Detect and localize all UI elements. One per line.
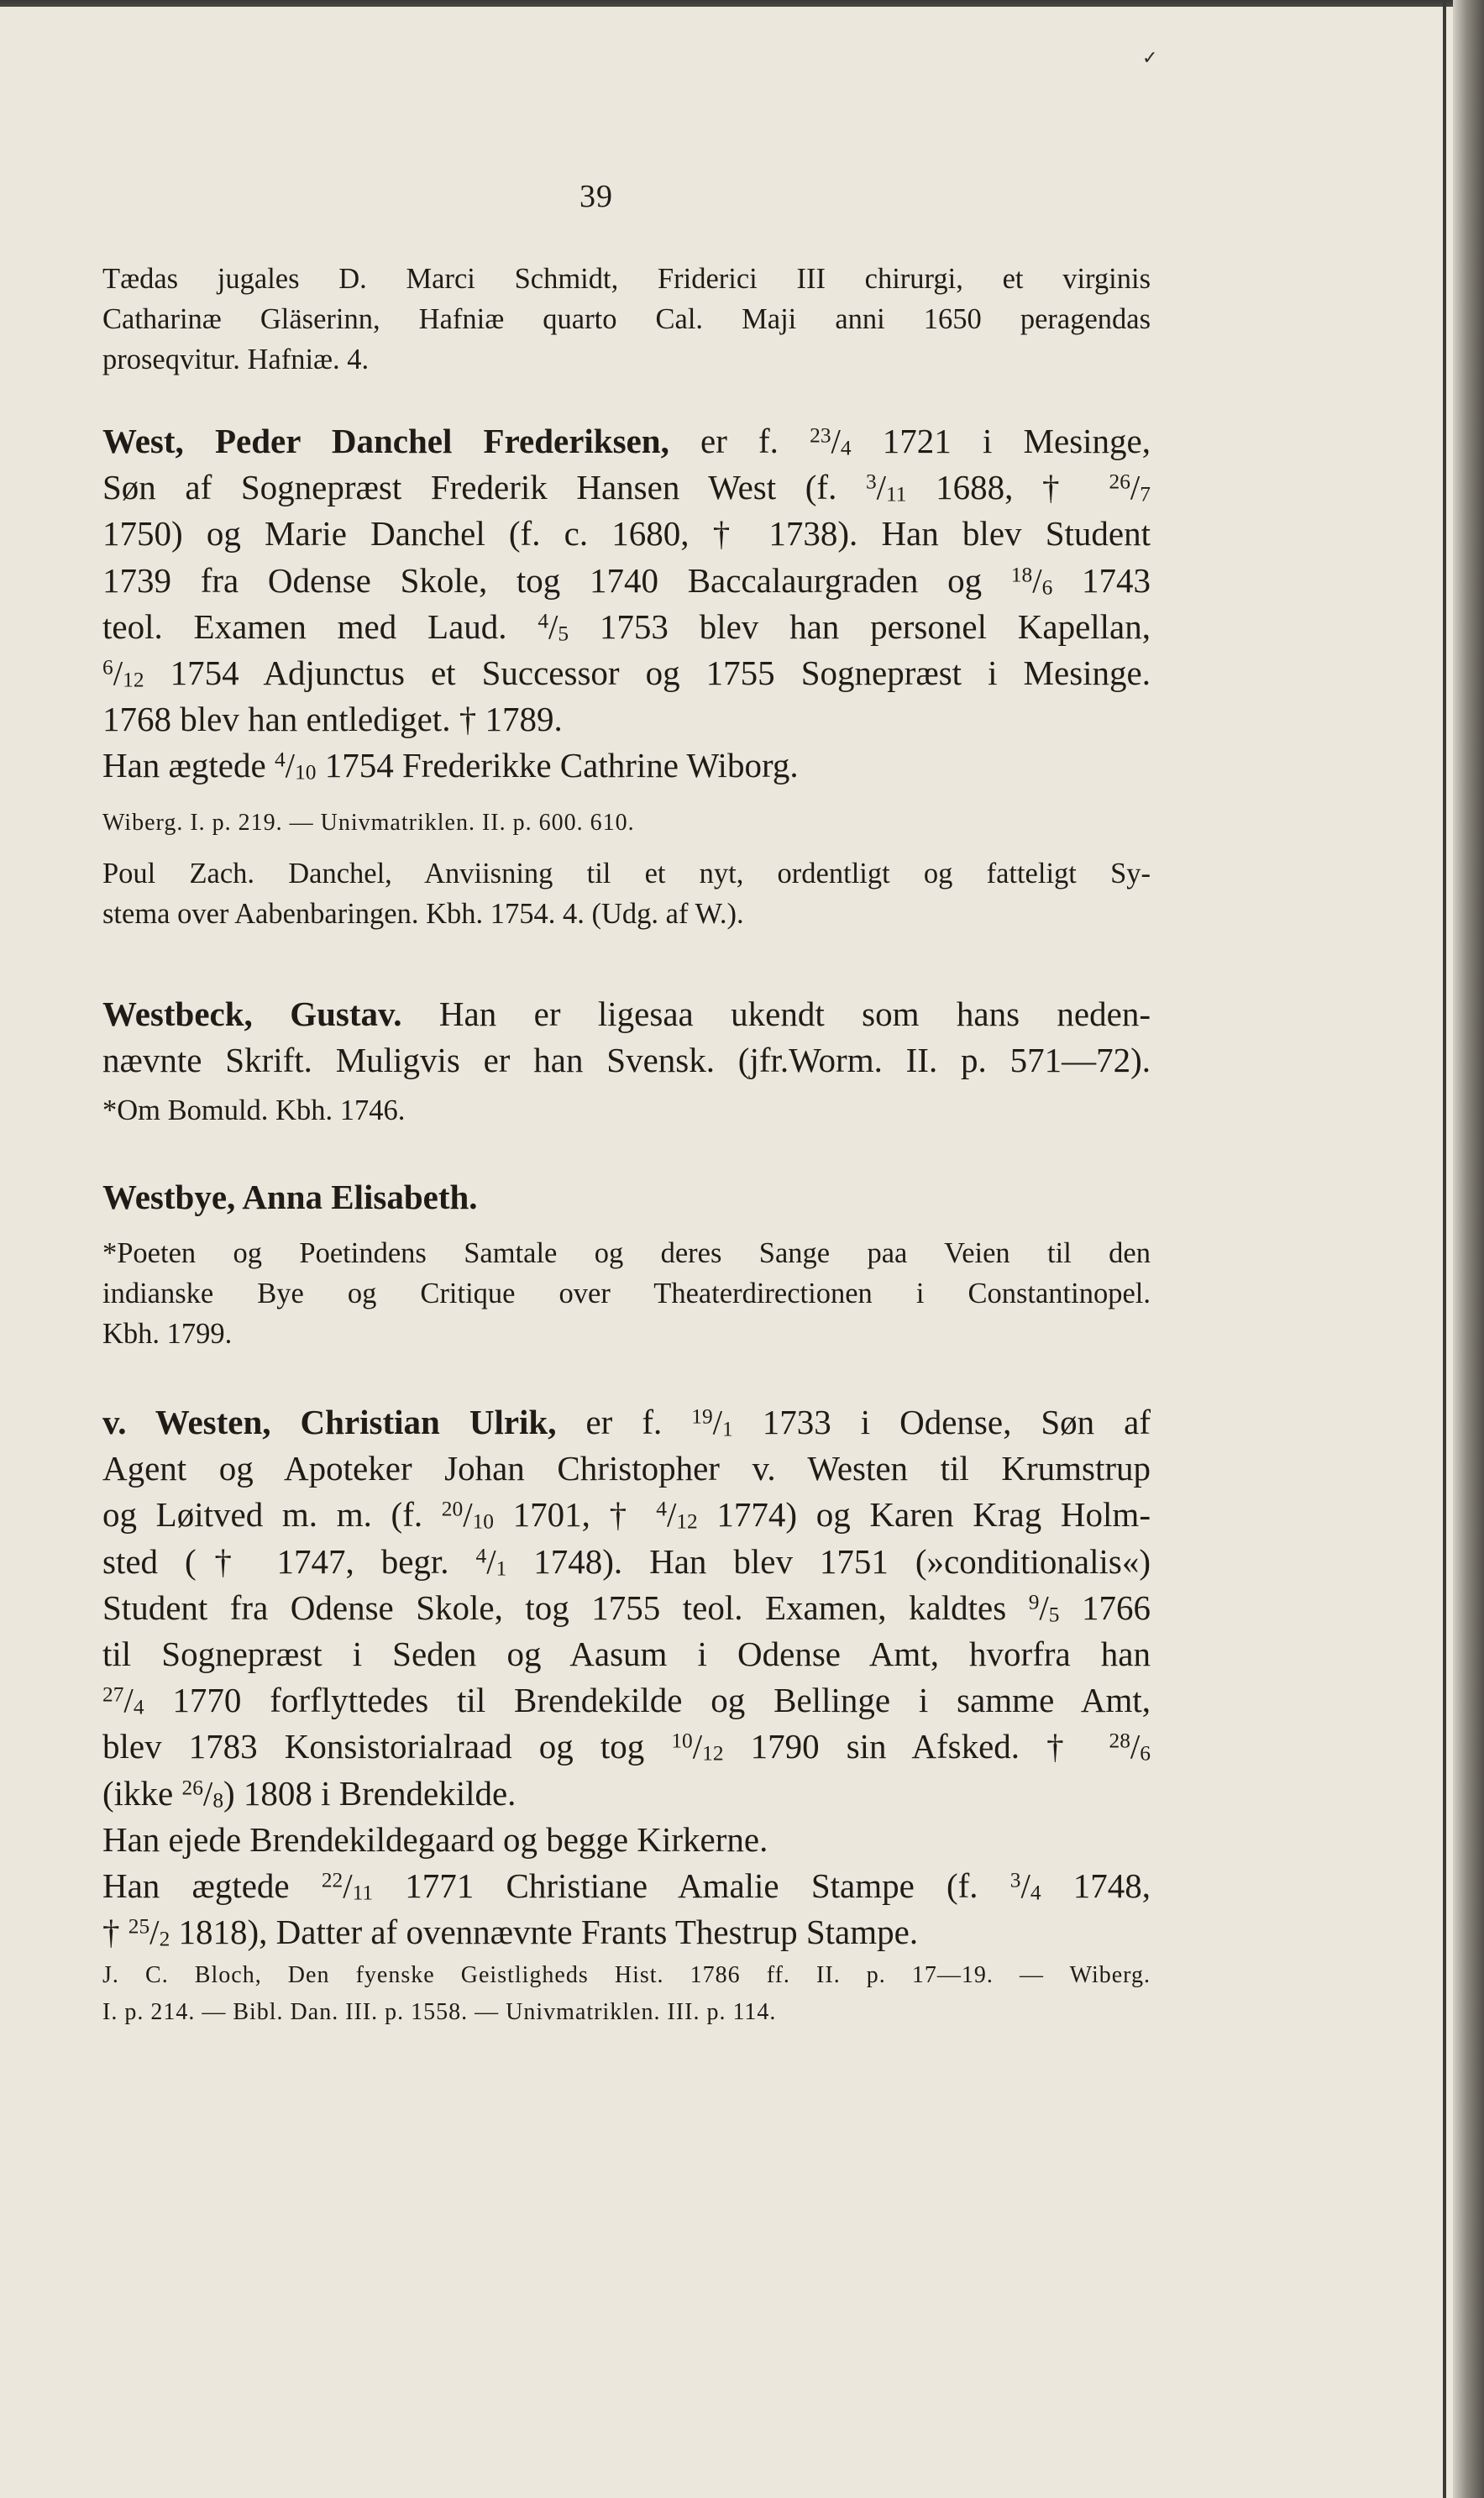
text-line: $^{27}/_4$ 1770 forflyttedes til Brendekilde og Bellinge i samme Amt, [102, 1681, 1151, 1720]
entry-heading: Westbye, Anna Elisabeth. [102, 1178, 478, 1216]
entry-westen-references [102, 1957, 1151, 2031]
entry-west-references [102, 805, 1151, 842]
text-line: † $^{25}/_2$ 1818), Datter af ovennævnte Frants Thestrup Stampe. [102, 1913, 919, 1952]
text-line: nævnte Skrift. Muligvis er han Svensk. (jfr.Worm. II. p. 571—72). [102, 1041, 1151, 1080]
entry-heading: Westbeck, Gustav. [102, 994, 402, 1033]
entry-westbeck-book [102, 1090, 1151, 1131]
text-line: Søn af Sognepræst Frederik Hansen West (f. $^3/_{11}$ 1688, † $^{26}/_7$ [102, 468, 1151, 507]
entry-heading: v. Westen, Christian Ulrik, [102, 1403, 557, 1441]
text-line: Westbeck, Gustav. Han er ligesaa ukendt som hans neden- [102, 994, 1151, 1033]
text-line: *Poeten og Poetindens Samtale og deres Sange paa Veien til den [102, 1237, 1151, 1269]
text-line: Han ægtede $^{22}/_{11}$ 1771 Christiane Amalie Stampe (f. $^3/_4$ 1748, [102, 1866, 1151, 1906]
entry-westbye [102, 1174, 1151, 1220]
text-line: teol. Examen med Laud. $^4/_5$ 1753 blev han personel Kapellan, [102, 606, 1151, 646]
text-line: til Sognepræst i Seden og Aasum i Odense Amt, hvorfra han [102, 1635, 1151, 1674]
page-number: 39 [579, 179, 613, 214]
text-line [102, 1174, 1151, 1220]
text-line: stema over Aabenbaringen. Kbh. 1754. 4. (Udg. af W.). [102, 898, 744, 930]
text-line: sted († 1747, begr. $^4/_1$ 1748). Han blev 1751 (»conditionalis«) [102, 1541, 1151, 1581]
entry-westbye-book [102, 1233, 1151, 1354]
text-line: Kbh. 1799. [102, 1318, 233, 1350]
text-line: proseqvitur. Hafniæ. 4. [102, 344, 370, 375]
text-line: blev 1783 Konsistorialraad og tog $^{10}/_{12}$ 1790 sin Afsked. † $^{28}/_6$ [102, 1727, 1151, 1766]
text-line: *Om Bomuld. Kbh. 1746. [102, 1094, 406, 1126]
entry-westbeck [102, 991, 1151, 1084]
text-line: Student fra Odense Skole, tog 1755 teol. Examen, kaldtes $^9/_5$ 1766 [102, 1587, 1151, 1627]
text-line: (ikke $^{26}/_8$) 1808 i Brendekilde. [102, 1773, 517, 1813]
text-line: West, Peder Danchel Frederiksen, er f. $^{23}/_4$ 1721 i Mesinge, [102, 422, 1151, 460]
text-line: Poul Zach. Danchel, Anviisning til et nyt, ordentligt og fatteligt Sy- [102, 858, 1151, 890]
text-line: $^6/_{12}$ 1754 Adjunctus et Successor og 1755 Sognepræst i Mesinge. [102, 653, 1151, 693]
text-line: 1768 blev han entlediget. † 1789. [102, 700, 563, 739]
reference-line: I. p. 214. — Bibl. Dan. III. p. 1558. — Univmatriklen. III. p. 114. [102, 1999, 777, 2025]
entry-west [102, 418, 1151, 790]
text-line: 1739 fra Odense Skole, tog 1740 Baccalaurgraden og $^{18}/_6$ 1743 [102, 560, 1151, 600]
binding-line [1443, 0, 1446, 2498]
entry-schmidt [102, 259, 1151, 380]
text-line: Tædas jugales D. Marci Schmidt, Friderici III chirurgi, et virginis [102, 263, 1151, 295]
text-line: Han ægtede $^4/_{10}$ 1754 Frederikke Cathrine Wiborg. [102, 746, 799, 785]
page-edge-shadow [1453, 0, 1484, 2498]
text-line: Agent og Apoteker Johan Christopher v. Westen til Krumstrup [102, 1449, 1151, 1488]
entry-heading: West, Peder Danchel Frederiksen, [102, 422, 669, 460]
text-line: indianske Bye og Critique over Theaterdirectionen i Constantinopel. [102, 1278, 1151, 1309]
text-line: 1750) og Marie Danchel (f. c. 1680, † 1738). Han blev Student [102, 514, 1151, 554]
text-line: Han ejede Brendekildegaard og begge Kirkerne. [102, 1819, 768, 1859]
reference-line: J. C. Bloch, Den fyenske Geistligheds Hist. 1786 ff. II. p. 17—19. — Wiberg. [102, 1962, 1151, 1988]
text-line: og Løitved m. m. (f. $^{20}/_{10}$ 1701, † $^4/_{12}$ 1774) og Karen Krag Holm- [102, 1495, 1151, 1535]
corner-mark: ✓ [1142, 47, 1158, 68]
entry-west-book [102, 853, 1151, 934]
text-line: v. Westen, Christian Ulrik, er f. $^{19}/_1$ 1733 i Odense, Søn af [102, 1403, 1151, 1441]
text-line: Catharinæ Gläserinn, Hafniæ quarto Cal. Maji anni 1650 peragendas [102, 303, 1151, 335]
reference-line: Wiberg. I. p. 219. — Univmatriklen. II. p. 600. 610. [102, 810, 635, 836]
entry-westen [102, 1399, 1151, 1955]
